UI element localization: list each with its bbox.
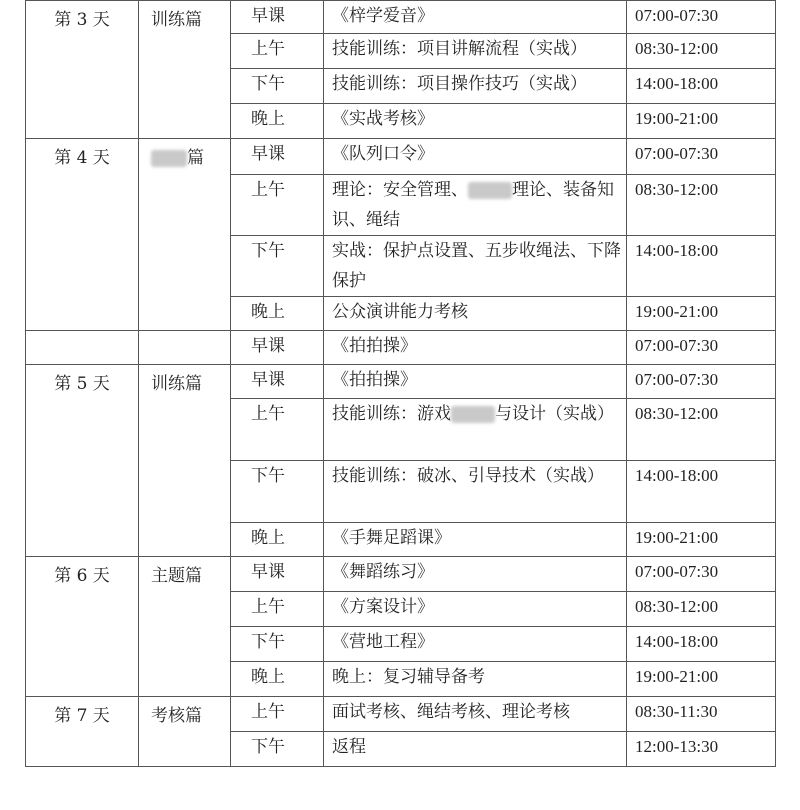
time-slot-cell: 早课 xyxy=(231,331,324,365)
content-cell xyxy=(324,557,627,592)
time-slot-cell: 上午 xyxy=(231,175,324,236)
day-label: 第 5 天 xyxy=(54,374,110,394)
time-range-cell: 12:00-13:30 xyxy=(627,732,776,767)
content-text: 《实战考核》 xyxy=(332,109,434,129)
time-range-cell: 07:00-07:30 xyxy=(627,139,776,175)
schedule-row xyxy=(26,139,776,175)
schedule-row xyxy=(26,557,776,592)
time-range-cell: 19:00-21:00 xyxy=(627,297,776,331)
time-slot-cell: 早课 xyxy=(231,139,324,175)
category-cell xyxy=(139,331,231,365)
day-cell xyxy=(26,331,139,365)
content-text: 技能训练：破冰、引导技术（实战） xyxy=(332,466,604,486)
content-text: 公众演讲能力考核 xyxy=(332,302,468,322)
content-cell xyxy=(324,297,627,331)
content-cell xyxy=(324,662,627,697)
content-text: 技能训练：游戏 xyxy=(332,404,451,424)
time-range-cell: 08:30-12:00 xyxy=(627,34,776,69)
content-text: 《拍拍操》 xyxy=(332,336,417,356)
day-cell xyxy=(26,1,139,139)
day-cell xyxy=(26,557,139,697)
content-cell xyxy=(324,34,627,69)
day-label: 第 6 天 xyxy=(54,566,110,586)
content-cell xyxy=(324,139,627,175)
content-cell xyxy=(324,627,627,662)
schedule-row xyxy=(26,1,776,34)
schedule-row xyxy=(26,331,776,365)
content-text: 与设计（实战） xyxy=(495,404,614,424)
time-slot-cell: 上午 xyxy=(231,697,324,732)
redacted-text xyxy=(451,406,495,423)
time-slot-cell: 下午 xyxy=(231,732,324,767)
content-text: 《手舞足蹈课》 xyxy=(332,528,451,548)
content-text: 《队列口令》 xyxy=(332,144,434,164)
category-label: 篇 xyxy=(187,148,204,168)
content-text: 《营地工程》 xyxy=(332,632,434,652)
content-cell xyxy=(324,732,627,767)
content-text: 技能训练：项目操作技巧（实战） xyxy=(332,74,587,94)
time-slot-cell: 晚上 xyxy=(231,523,324,557)
content-text: 晚上：复习辅导备考 xyxy=(332,667,485,687)
time-range-cell: 08:30-12:00 xyxy=(627,592,776,627)
content-cell xyxy=(324,1,627,34)
category-cell xyxy=(139,697,231,767)
day-cell xyxy=(26,139,139,331)
time-slot-cell: 上午 xyxy=(231,399,324,461)
time-slot-cell: 早课 xyxy=(231,1,324,34)
time-slot-cell: 下午 xyxy=(231,627,324,662)
category-cell xyxy=(139,1,231,139)
content-cell xyxy=(324,331,627,365)
time-range-cell: 07:00-07:30 xyxy=(627,365,776,399)
content-text: 返程 xyxy=(332,737,366,757)
content-text: 理论：安全管理、 xyxy=(332,180,468,200)
time-slot-cell: 上午 xyxy=(231,34,324,69)
time-slot-cell: 晚上 xyxy=(231,297,324,331)
content-cell xyxy=(324,365,627,399)
content-cell xyxy=(324,399,627,461)
time-range-cell: 14:00-18:00 xyxy=(627,69,776,104)
content-text: 《舞蹈练习》 xyxy=(332,562,434,582)
time-range-cell: 07:00-07:30 xyxy=(627,331,776,365)
day-cell xyxy=(26,697,139,767)
content-cell xyxy=(324,175,627,236)
content-cell xyxy=(324,236,627,297)
schedule-row xyxy=(26,697,776,732)
content-text: 《拍拍操》 xyxy=(332,370,417,390)
category-cell xyxy=(139,365,231,557)
content-cell xyxy=(324,697,627,732)
time-slot-cell: 上午 xyxy=(231,592,324,627)
schedule-table xyxy=(25,0,776,767)
redacted-text xyxy=(151,150,187,167)
category-label: 训练篇 xyxy=(151,10,202,30)
time-range-cell: 19:00-21:00 xyxy=(627,662,776,697)
time-slot-cell: 下午 xyxy=(231,236,324,297)
content-cell xyxy=(324,592,627,627)
time-range-cell: 19:00-21:00 xyxy=(627,523,776,557)
content-text: 《梓学爱音》 xyxy=(332,6,434,26)
time-slot-cell: 晚上 xyxy=(231,104,324,139)
time-range-cell: 14:00-18:00 xyxy=(627,461,776,523)
content-text: 技能训练：项目讲解流程（实战） xyxy=(332,39,587,59)
time-range-cell: 07:00-07:30 xyxy=(627,1,776,34)
day-label: 第 3 天 xyxy=(54,10,110,30)
time-range-cell: 14:00-18:00 xyxy=(627,627,776,662)
day-label: 第 7 天 xyxy=(54,706,110,726)
schedule-row xyxy=(26,365,776,399)
category-cell xyxy=(139,139,231,331)
time-slot-cell: 下午 xyxy=(231,69,324,104)
content-text: 理论、装备知识、绳结 xyxy=(332,180,614,230)
category-label: 主题篇 xyxy=(151,566,202,586)
time-range-cell: 08:30-12:00 xyxy=(627,399,776,461)
content-text: 实战：保护点设置、五步收绳法、下降保护 xyxy=(332,241,621,291)
redacted-text xyxy=(468,182,512,199)
time-slot-cell: 早课 xyxy=(231,365,324,399)
time-range-cell: 19:00-21:00 xyxy=(627,104,776,139)
time-slot-cell: 早课 xyxy=(231,557,324,592)
time-range-cell: 08:30-11:30 xyxy=(627,697,776,732)
time-range-cell: 14:00-18:00 xyxy=(627,236,776,297)
time-slot-cell: 晚上 xyxy=(231,662,324,697)
content-cell xyxy=(324,461,627,523)
content-text: 《方案设计》 xyxy=(332,597,434,617)
category-cell xyxy=(139,557,231,697)
time-range-cell: 07:00-07:30 xyxy=(627,557,776,592)
day-cell xyxy=(26,365,139,557)
category-label: 考核篇 xyxy=(151,706,202,726)
content-cell xyxy=(324,69,627,104)
category-label: 训练篇 xyxy=(151,374,202,394)
time-slot-cell: 下午 xyxy=(231,461,324,523)
day-label: 第 4 天 xyxy=(54,148,110,168)
time-range-cell: 08:30-12:00 xyxy=(627,175,776,236)
content-cell xyxy=(324,104,627,139)
content-text: 面试考核、绳结考核、理论考核 xyxy=(332,702,570,722)
content-cell xyxy=(324,523,627,557)
